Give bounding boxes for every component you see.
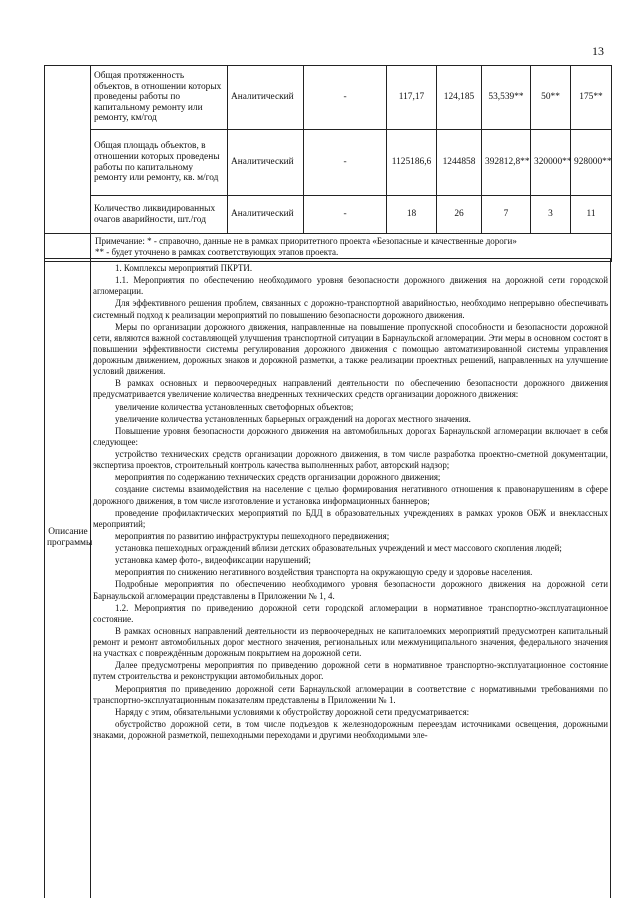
base-value: - xyxy=(304,196,387,234)
value-cell: 320000** xyxy=(531,130,571,196)
method-cell: Аналитический xyxy=(228,196,304,234)
description-paragraph: увеличение количества установленных барьерных ограждений на дорогах местного значения. xyxy=(115,413,471,424)
table-note-row xyxy=(45,234,612,262)
value-cell: 53,539** xyxy=(482,66,531,130)
description-paragraph: обустройство дорожной сети, в том числе подъездов к железнодорожным переездам источниками освещения, дорожными знаками, дорожной разметкой, пешеходными переходами и другими необходимыми эле- xyxy=(93,718,608,740)
value-cell: 7 xyxy=(482,196,531,234)
indicator-name: Общая площадь объектов, в отношении которых проведены работы по капитальному ремонту или ремонту, кв. м/год xyxy=(91,130,228,196)
description-paragraph: Для эффективного решения проблем, связанных с дорожно-транспортной аварийностью, необходимо непрерывно обеспечивать системный подход к реализации мероприятий по повышению безопасности дорожного движения. xyxy=(93,298,608,320)
table-note xyxy=(91,234,612,262)
value-cell: 3 xyxy=(531,196,571,234)
value-cell: 11 xyxy=(571,196,612,234)
value-cell: 117,17 xyxy=(387,66,437,130)
method-cell: Аналитический xyxy=(228,130,304,196)
metrics-table xyxy=(44,65,612,262)
note-line: ** - будет уточнено в рамках соответствующих этапов проекта. xyxy=(95,247,339,258)
table-row xyxy=(45,66,612,130)
description-paragraph: В рамках основных направлений деятельности из первоочередных не капиталоемких мероприятий предусмотрен капитальный ремонт и ремонт автомобильных дорог местного значения, региональных или межмуниципального значения, федерального значения на участках с повреждённым дорожным покрытием на дорожной сети. xyxy=(93,625,608,659)
description-body xyxy=(93,263,608,742)
program-description-section xyxy=(44,258,611,898)
value-cell: 1244858 xyxy=(437,130,482,196)
table-row xyxy=(45,130,612,196)
description-paragraph: Наряду с этим, обязательными условиями к обустройству дорожной сети предусматривается: xyxy=(115,706,470,717)
value-cell: 1125186,6 xyxy=(387,130,437,196)
description-paragraph: создание системы взаимодействия на население с целью формирования негативного отношения к правонарушениям в сфере дорожного движения, в том числе изготовление и установка информационных баннеров; xyxy=(93,484,608,506)
description-paragraph: увеличение количества установленных светофорных объектов; xyxy=(115,401,354,412)
description-paragraph: Далее предусмотрены мероприятия по приведению дорожной сети в нормативное транспортно-эксплуатационное состояние путем строительства и реконструкции автомобильных дорог. xyxy=(93,660,608,682)
section-label: Описание программы xyxy=(47,527,93,549)
value-cell: 124,185 xyxy=(437,66,482,130)
page-number: 13 xyxy=(592,44,604,58)
description-paragraph: проведение профилактических мероприятий по БДД в образовательных учреждениях в рамках уроков ОБЖ и внеклассных мероприятий; xyxy=(93,507,608,529)
description-paragraph: устройство технических средств организации дорожного движения, в том числе разработка проектно-сметной документации, экспертиза проектов, строительный контроль качества выполненных работ, авторский надзор; xyxy=(93,449,608,471)
description-paragraph: В рамках основных и первоочередных направлений деятельности по обеспечению безопасности дорожного движения предусматривается увеличение количества внедренных технических средств организации дорожного движения: xyxy=(93,378,608,400)
description-paragraph: 1.1. Мероприятия по обеспечению необходимого уровня безопасности дорожного движения на дорожной сети городской агломерации. xyxy=(93,275,608,297)
value-cell: 50** xyxy=(531,66,571,130)
value-cell: 928000** xyxy=(571,130,612,196)
description-paragraph: Подробные мероприятия по обеспечению необходимого уровня безопасности дорожного движения на дорожной сети Барнаульской агломерации представлены в Приложении № 1, 4. xyxy=(93,579,608,601)
description-paragraph: установка пешеходных ограждений вблизи детских образовательных учреждений и мест массового скопления людей; xyxy=(115,543,562,553)
description-paragraph: Повышение уровня безопасности дорожного движения на автомобильных дорогах Барнаульской агломерации включает в себя следующее: xyxy=(93,425,608,447)
base-value: - xyxy=(304,130,387,196)
value-cell: 26 xyxy=(437,196,482,234)
section-label-cell xyxy=(45,259,91,898)
value-cell: 175** xyxy=(571,66,612,130)
table-row xyxy=(45,196,612,234)
value-cell: 392812,8** xyxy=(482,130,531,196)
description-paragraph: 1.2. Мероприятия по приведению дорожной сети городской агломерации в нормативное транспортно-эксплуатационное состояние. xyxy=(93,602,608,624)
description-paragraph: Мероприятия по приведению дорожной сети Барнаульской агломерации в соответствие с нормативными требованиями по транспортно-эксплуатационным показателям представлены в Приложении № 1. xyxy=(93,683,608,705)
description-paragraph: Меры по организации дорожного движения, направленные на повышение пропускной способности и безопасности дорожной сети, являются важной составляющей улучшения транспортной ситуации в Барнаульской агломерации. Эти меры в основном состоят в повышении эффективности системы регулирования дорожного движения с помощью автоматизированной системы управления дорожным движением, дорожных знаков и дорожной разметки, а также реализации проектных решений, направленных на улучшение условий движения. xyxy=(93,321,608,377)
description-paragraph: 1. Комплексы мероприятий ПКРТИ. xyxy=(115,263,253,273)
base-value: - xyxy=(304,66,387,130)
note-line: Примечание: * - справочно, данные не в рамках приоритетного проекта «Безопасные и качественные дороги» xyxy=(95,236,517,246)
empty-cell xyxy=(45,66,91,234)
description-paragraph: мероприятия по снижению негативного воздействия транспорта на окружающую среду и здоровье населения. xyxy=(115,567,533,578)
value-cell: 18 xyxy=(387,196,437,234)
indicator-name: Количество ликвидированных очагов аварийности, шт./год xyxy=(91,196,228,234)
description-paragraph: мероприятия по содержанию технических средств организации дорожного движения; xyxy=(115,472,441,483)
description-paragraph: установка камер фото-, видеофиксации нарушений; xyxy=(115,555,311,566)
method-cell: Аналитический xyxy=(228,66,304,130)
description-paragraph: мероприятия по развитию инфраструктуры пешеходного передвижения; xyxy=(115,530,390,541)
empty-cell xyxy=(45,234,91,262)
indicator-name: Общая протяженность объектов, в отношении которых проведены работы по капитальному ремонту или ремонту, км/год xyxy=(91,66,228,130)
